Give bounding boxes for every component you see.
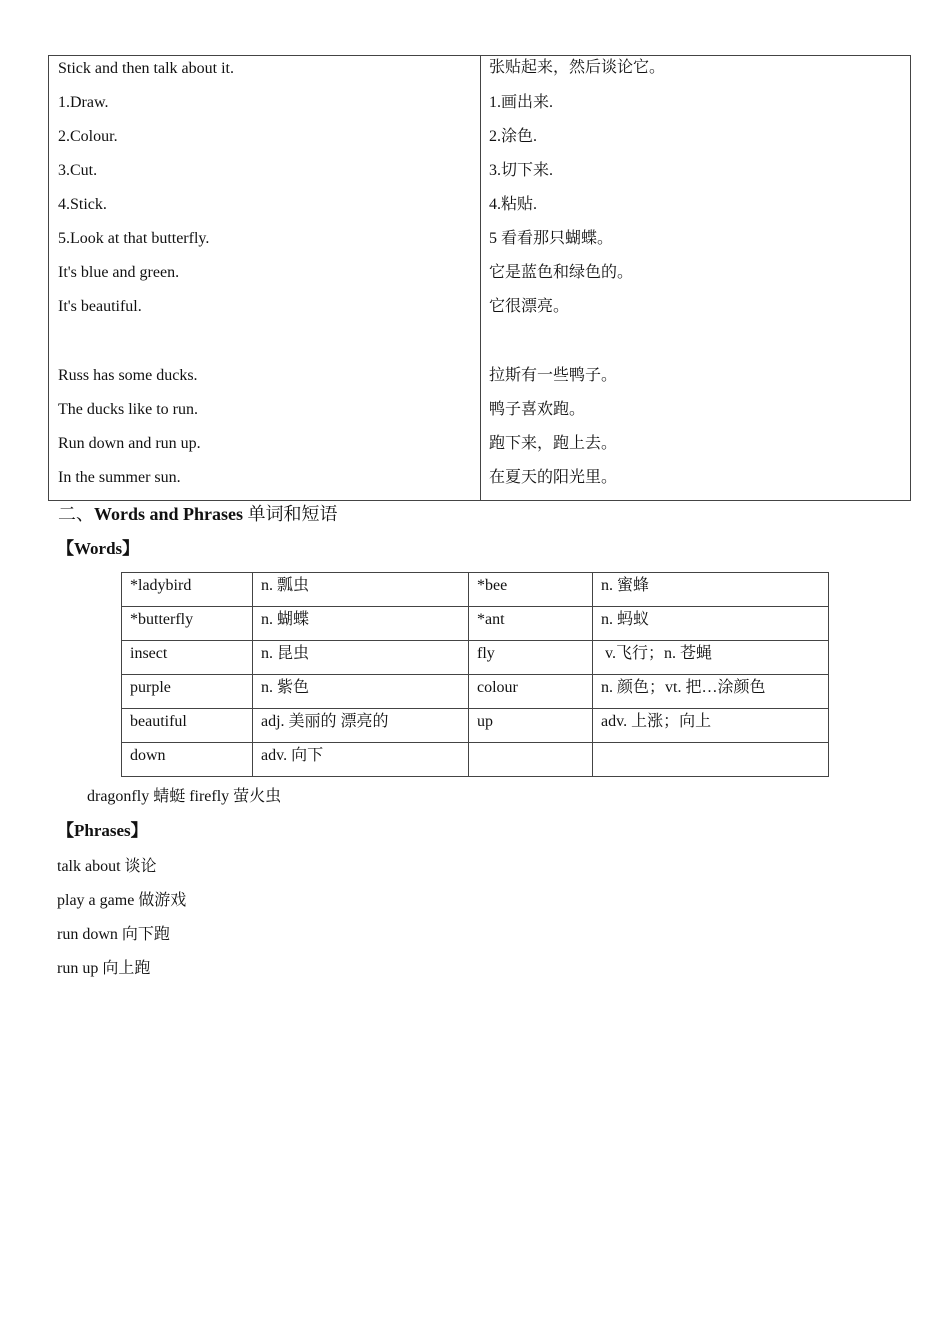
- table-row: [122, 641, 829, 675]
- chinese-line: 它是蓝色和绿色的。: [489, 264, 634, 281]
- chinese-line: 张贴起来，然后谈论它。: [489, 59, 666, 76]
- chinese-line: 鸭子喜欢跑。: [489, 401, 586, 418]
- column-divider: [480, 56, 481, 500]
- chinese-line: 跑下来，跑上去。: [489, 435, 618, 452]
- meaning-cell: v.飞行；n. 苍蝇: [593, 641, 829, 675]
- chinese-line: 5 看看那只蝴蝶。: [489, 230, 614, 247]
- english-line: Run down and run up.: [58, 435, 201, 452]
- english-line: The ducks like to run.: [58, 401, 198, 418]
- phrase-item: run down 向下跑: [57, 926, 170, 943]
- word-cell: beautiful: [122, 709, 253, 743]
- words-heading: 【Words】: [57, 539, 140, 558]
- word-cell: up: [469, 709, 593, 743]
- section-title-chinese: 单词和短语: [243, 504, 338, 524]
- word-cell: fly: [469, 641, 593, 675]
- section-heading: [58, 502, 338, 526]
- meaning-cell: n. 蜜蜂: [593, 573, 829, 607]
- phrases-heading: 【Phrases】: [57, 821, 148, 840]
- word-cell: insect: [122, 641, 253, 675]
- chinese-line: 3.切下来.: [489, 162, 554, 179]
- chinese-line: 1.画出来.: [489, 94, 554, 111]
- table-row: [122, 709, 829, 743]
- meaning-cell: adj. 美丽的 漂亮的: [253, 709, 469, 743]
- word-cell: *bee: [469, 573, 593, 607]
- word-cell: *ladybird: [122, 573, 253, 607]
- word-cell: [469, 743, 593, 777]
- english-line: It's blue and green.: [58, 264, 180, 281]
- meaning-cell: adv. 上涨；向上: [593, 709, 829, 743]
- table-row: [122, 743, 829, 777]
- english-line: 3.Cut.: [58, 162, 98, 179]
- word-cell: colour: [469, 675, 593, 709]
- extra-words: dragonfly 蜻蜓 firefly 萤火虫: [87, 788, 282, 805]
- word-cell: purple: [122, 675, 253, 709]
- word-cell: down: [122, 743, 253, 777]
- section-prefix: 二、: [58, 504, 94, 524]
- english-line: 1.Draw.: [58, 94, 109, 111]
- chinese-line: 在夏天的阳光里。: [489, 469, 618, 486]
- words-table: [121, 572, 829, 777]
- chinese-line: 2.涂色.: [489, 128, 538, 145]
- bilingual-table: [48, 55, 911, 501]
- english-line: 4.Stick.: [58, 196, 107, 213]
- meaning-cell: n. 蝴蝶: [253, 607, 469, 641]
- table-row: [122, 607, 829, 641]
- table-row: [122, 573, 829, 607]
- chinese-line: 它很漂亮。: [489, 298, 570, 315]
- meaning-cell: [593, 743, 829, 777]
- word-cell: *butterfly: [122, 607, 253, 641]
- english-line: It's beautiful.: [58, 298, 142, 315]
- table-row: [122, 675, 829, 709]
- english-line: 2.Colour.: [58, 128, 118, 145]
- meaning-cell: n. 紫色: [253, 675, 469, 709]
- english-line: In the summer sun.: [58, 469, 181, 486]
- word-cell: *ant: [469, 607, 593, 641]
- chinese-line: 4.粘贴.: [489, 196, 538, 213]
- phrase-item: play a game 做游戏: [57, 892, 187, 909]
- english-line: Russ has some ducks.: [58, 367, 198, 384]
- meaning-cell: n. 昆虫: [253, 641, 469, 675]
- meaning-cell: n. 蚂蚁: [593, 607, 829, 641]
- section-title-english: Words and Phrases: [94, 504, 244, 524]
- english-line: Stick and then talk about it.: [58, 60, 234, 77]
- meaning-cell: adv. 向下: [253, 743, 469, 777]
- phrase-item: run up 向上跑: [57, 960, 151, 977]
- phrase-item: talk about 谈论: [57, 858, 157, 875]
- english-line: 5.Look at that butterfly.: [58, 230, 210, 247]
- chinese-line: 拉斯有一些鸭子。: [489, 367, 618, 384]
- meaning-cell: n. 瓢虫: [253, 573, 469, 607]
- meaning-cell: n. 颜色；vt. 把…涂颜色: [593, 675, 829, 709]
